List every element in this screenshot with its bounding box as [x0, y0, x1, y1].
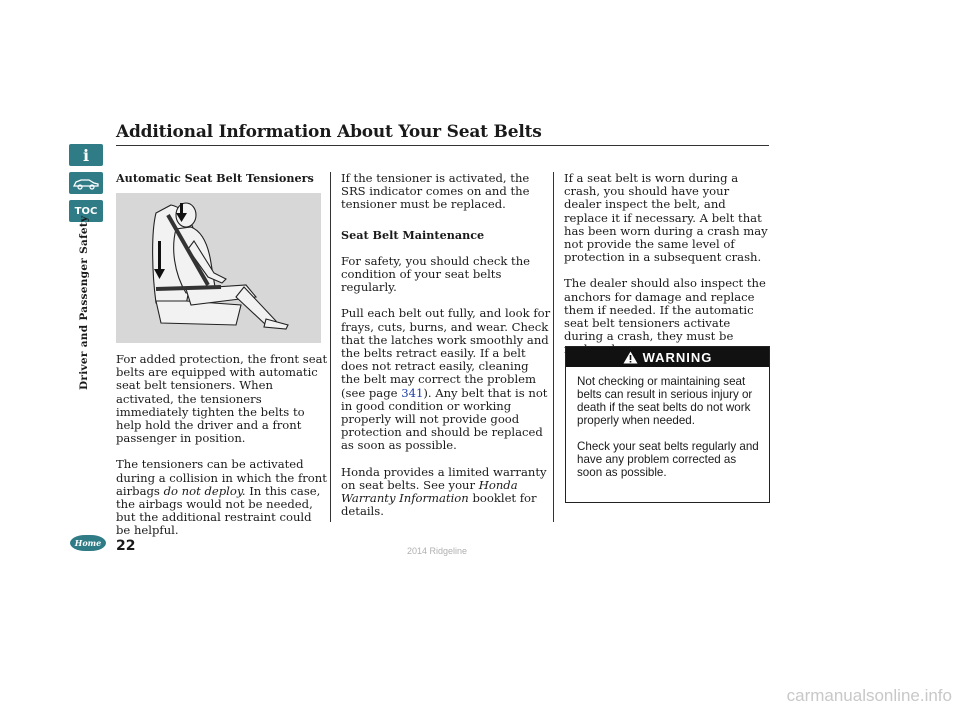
site-watermark: carmanualsonline.info	[786, 686, 952, 705]
title-divider	[116, 145, 769, 146]
dealer-inspect-paragraph: The dealer should also inspect the anchors for damage and replace them if needed. If the automatic seat belt tensioners activate during a crash, they must be	[564, 276, 766, 344]
column-2	[341, 172, 551, 531]
section-label: Driver and Passenger Safety	[78, 215, 90, 390]
warning-triangle-icon	[623, 351, 638, 364]
toc-label: TOC	[74, 205, 98, 217]
car-icon	[72, 176, 100, 190]
info-icon: i	[82, 145, 90, 165]
page-number: 22	[116, 538, 136, 554]
column-divider-2	[553, 172, 554, 522]
warning-box	[565, 346, 770, 503]
seated-passenger-illustration	[116, 193, 321, 343]
page-link-341[interactable]: 341	[401, 385, 424, 400]
maintenance-paragraph-1: For safety, you should check the condition of your seat belts regularly.	[341, 253, 531, 295]
info-button[interactable]	[69, 144, 103, 166]
worn-belt-paragraph: If a seat belt is worn during a crash, you should have your dealer inspect the belt, and replace it if necessary. A belt that has been worn during a crash may not provide the same level of protection in a subsequent crash.	[564, 171, 768, 265]
warning-title: WARNING	[642, 349, 713, 365]
column-divider-1	[330, 172, 331, 522]
model-year-label: 2014 Ridgeline	[407, 546, 468, 556]
section-heading-maintenance: Seat Belt Maintenance	[341, 227, 485, 242]
warning-header	[566, 347, 769, 367]
tensioner-paragraph-2: The tensioners can be activated during a collision in which the front airbags do not deploy. In this case, the airbags would not be needed, but the additional restraint could be helpful.	[116, 457, 327, 538]
column-1-body	[116, 353, 328, 551]
emphasis-do-not-deploy: do not deploy.	[163, 483, 246, 498]
column-3	[564, 172, 770, 370]
tensioner-replace-paragraph: If the tensioner is activated, the SRS indicator comes on and the tensioner must be replaced.	[341, 171, 530, 212]
section-heading-tensioners: Automatic Seat Belt Tensioners	[116, 171, 314, 185]
warning-text-1: Not checking or maintaining seat belts can result in serious injury or death if the seat belts do not work properly when needed.	[577, 375, 753, 427]
seat-belt-illustration	[116, 193, 321, 343]
vehicle-button[interactable]	[69, 172, 103, 194]
warranty-paragraph: Honda provides a limited warranty on seat belts. See your Honda Warranty Information booklet for details.	[341, 464, 547, 519]
tensioner-paragraph-1: For added protection, the front seat belts are equipped with automatic seat belt tensioners. When activated, the tensioners immediately tighten the belts to help hold the driver and a front passenger in position.	[116, 352, 328, 446]
home-label: Home	[74, 538, 102, 548]
warranty-booklet-title: Honda Warranty Information	[341, 477, 518, 506]
warning-text-2: Check your seat belts regularly and have any problem corrected as soon as possible.	[577, 440, 759, 479]
maintenance-paragraph-2: Pull each belt out fully, and look for frays, cuts, burns, and wear. Check that the latches work smoothly and the belts retract easily. If a belt does not retract easily, cleaning the belt may correct the problem (see page 341). Any belt that is not in good condition or working properly will not provide good protection and should be replaced as soon as possible.	[341, 306, 551, 453]
page-title: Additional Information About Your Seat Belts	[116, 122, 542, 142]
home-button[interactable]	[70, 535, 106, 551]
